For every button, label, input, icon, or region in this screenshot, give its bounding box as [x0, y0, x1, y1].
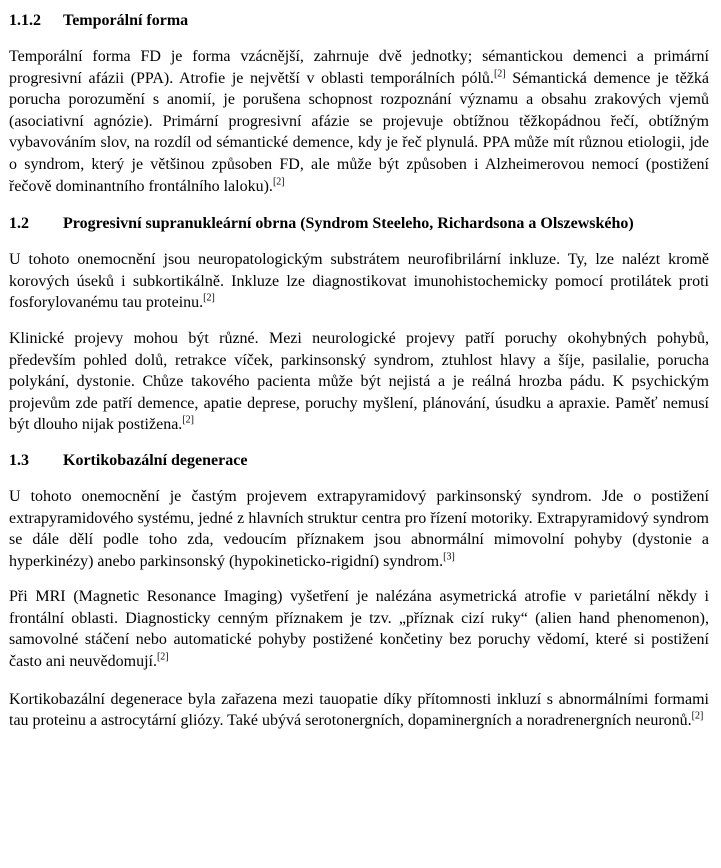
paragraph-text: U tohoto onemocnění je častým projevem extrapyramidový parkinsonský syndrom. Jde o postižení extrapyramidového systému, jedné z hlavních struktur centra pro řízení motoriky. Extrapyramidový syndrom se dále dělí podle toho zda, vedoucím příznakem jsou abnormální mimovolní pohyby (dystonie a hyperkinézy) anebo parkinsonský (hypokineticko-rigidní) syndrom. [9, 487, 709, 570]
section-heading [9, 10, 709, 32]
paragraph-text: Při MRI (Magnetic Resonance Imaging) vyšetření je nalézána asymetrická atrofie v parietální někdy i frontální oblasti. Diagnosticky cenným příznakem je tzv. „příznak cizí ruky“ (alien hand phenomenon), samovolné stáčení nebo automatické pohyby postižené končetiny bez poruchy vědomí, které si postižení často ani neuvědomují. [9, 588, 709, 671]
paragraph [9, 249, 709, 314]
paragraph-text: Sémantická demence je těžká porucha porozumění s anomií, je porušena schopnost rozpoznání významu a obsahu zrakových vjemů (asociativní agnózie). Primární progresivní afázie se projevuje obtížnou těžkopádnou řečí, obtížným vybavováním slov, na rozdíl od sémantické demence, kdy je řeč plynulá. PPA může mít různou etiologii, jde o syndrom, který je většinou způsoben FD, ale může být způsoben i Alzheimerovou nemocí (postižení řečově dominantního frontálního laloku). [9, 69, 709, 195]
citation-ref: [2] [691, 710, 704, 722]
section-title: Temporální forma [63, 12, 189, 29]
paragraph [9, 328, 709, 436]
paragraph [9, 586, 709, 672]
citation-ref: [3] [443, 551, 455, 563]
paragraph [9, 46, 709, 197]
citation-ref: [2] [493, 68, 506, 80]
paragraph-text: U tohoto onemocnění jsou neuropatologickým substrátem neurofibrilární inkluze. Ty, lze nalézt kromě korových úseků i subkortikálně. Inkluze lze diagnostikovat imunohistochemicky pomocí protilátek proti fosforylovanému tau proteinu. [9, 251, 709, 312]
section-heading [9, 450, 709, 472]
section-title: Kortikobazální degenerace [63, 451, 248, 469]
citation-ref: [2] [203, 293, 215, 305]
document-page [9, 10, 709, 732]
section-title: Progresivní supranukleární obrna (Syndrom Steeleho, Richardsona a Olszewského) [63, 215, 634, 233]
section-number: 1.1.2 [9, 12, 41, 29]
section-number: 1.3 [9, 451, 29, 469]
paragraph-text: Kortikobazální degenerace byla zařazena mezi tauopatie díky přítomnosti inkluzí s abnormálními formami tau proteinu a astrocytární gliózy. Také ubývá serotonergních, dopaminergních a noradrenergních neuronů. [9, 690, 709, 730]
section-heading [9, 213, 709, 235]
citation-ref: [2] [272, 176, 285, 188]
citation-ref: [2] [182, 414, 194, 426]
paragraph-text: Temporální forma FD je forma vzácnější, zahrnuje dvě jednotky; sémantickou demenci a primární progresivní afázii (PPA). Atrofie je největší v oblasti temporálních pólů. [9, 48, 709, 87]
paragraph [9, 689, 709, 732]
section-number: 1.2 [9, 215, 29, 233]
citation-ref: [2] [156, 651, 169, 663]
paragraph [9, 486, 709, 572]
paragraph-text: Klinické projevy mohou být různé. Mezi neurologické projevy patří poruchy okohybných pohybů, především pohled dolů, retrakce víček, parkinsonský syndrom, ztuhlost hlavy a šíje, pasilalie, porucha polykání, dystonie. Chůze takového pacienta může být nejistá a je reálná hrozba pádu. K psychickým projevům zde patří demence, apatie deprese, poruchy myšlení, plánování, úsudku a apraxie. Paměť nemusí být dlouho nijak postižena. [9, 329, 709, 434]
